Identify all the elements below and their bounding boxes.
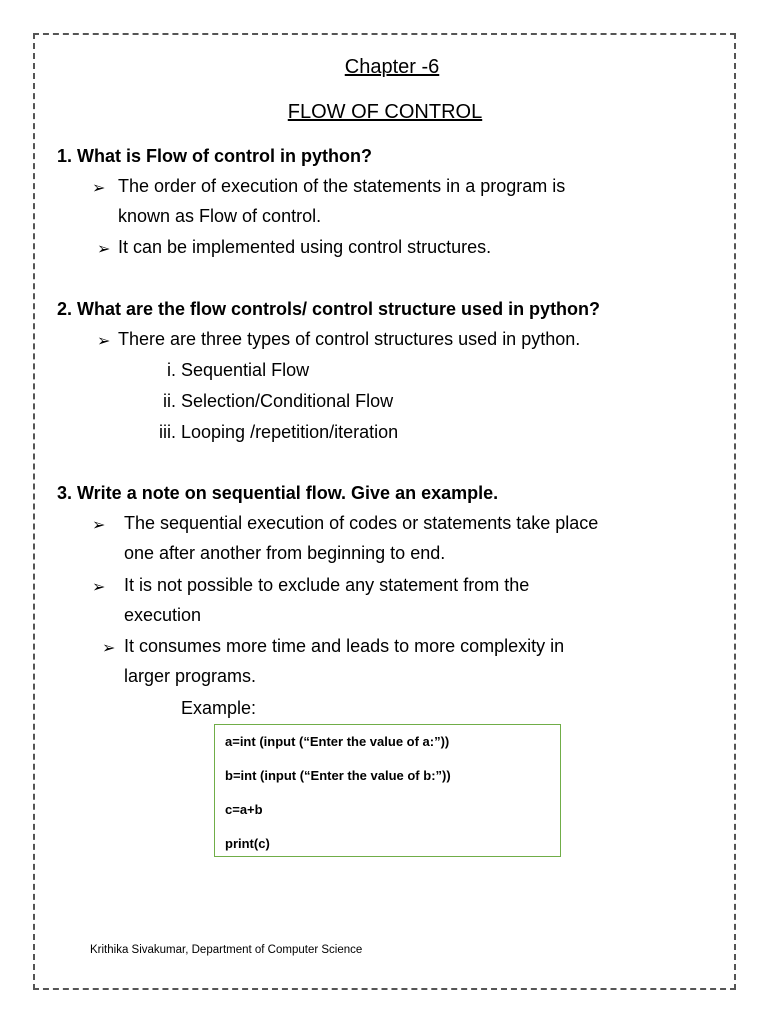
code-line: c=a+b bbox=[225, 802, 263, 817]
list-item-looping: Looping /repetition/iteration bbox=[181, 422, 399, 442]
q3-bullet-3-line-2: larger programs. bbox=[124, 666, 257, 686]
list-item-selection: Selection/Conditional Flow bbox=[181, 391, 394, 411]
code-example-box bbox=[214, 724, 561, 857]
q1-bullet-1-line-2: known as Flow of control. bbox=[118, 206, 322, 226]
list-item-sequential: Sequential Flow bbox=[181, 360, 310, 380]
example-label: Example: bbox=[181, 698, 257, 718]
q2-bullet: There are three types of control structures used in python. bbox=[118, 329, 581, 349]
chapter-heading: Chapter -6 bbox=[344, 56, 440, 78]
list-number: ii. bbox=[163, 391, 176, 411]
question-3: 3. Write a note on sequential flow. Give an example. bbox=[57, 483, 499, 503]
bullet-arrow-icon: ➢ bbox=[92, 180, 106, 197]
footer-author: Krithika Sivakumar, Department of Computer Science bbox=[90, 944, 363, 956]
list-number: iii. bbox=[159, 422, 176, 442]
q1-bullet-1-line-1: The order of execution of the statements in a program is bbox=[118, 176, 566, 196]
q3-bullet-1-line-2: one after another from beginning to end. bbox=[124, 543, 446, 563]
q3-bullet-3-line-1: It consumes more time and leads to more complexity in bbox=[124, 636, 565, 656]
q3-bullet-1-line-1: The sequential execution of codes or statements take place bbox=[124, 513, 599, 533]
q3-bullet-2-line-1: It is not possible to exclude any statement from the bbox=[124, 575, 530, 595]
question-1: 1. What is Flow of control in python? bbox=[57, 146, 372, 166]
bullet-arrow-icon: ➢ bbox=[102, 640, 116, 657]
bullet-arrow-icon: ➢ bbox=[97, 333, 111, 350]
code-line: b=int (input (“Enter the value of b:”)) bbox=[225, 768, 451, 783]
code-line: a=int (input (“Enter the value of a:”)) bbox=[225, 734, 450, 749]
question-2: 2. What are the flow controls/ control structure used in python? bbox=[57, 299, 601, 319]
bullet-arrow-icon: ➢ bbox=[92, 579, 106, 596]
q3-bullet-2-line-2: execution bbox=[124, 605, 202, 625]
list-number: i. bbox=[167, 360, 176, 380]
page-title: FLOW OF CONTROL bbox=[287, 101, 483, 123]
q1-bullet-2: It can be implemented using control structures. bbox=[118, 237, 492, 257]
bullet-arrow-icon: ➢ bbox=[97, 241, 111, 258]
code-line: print(c) bbox=[225, 836, 270, 851]
bullet-arrow-icon: ➢ bbox=[92, 517, 106, 534]
